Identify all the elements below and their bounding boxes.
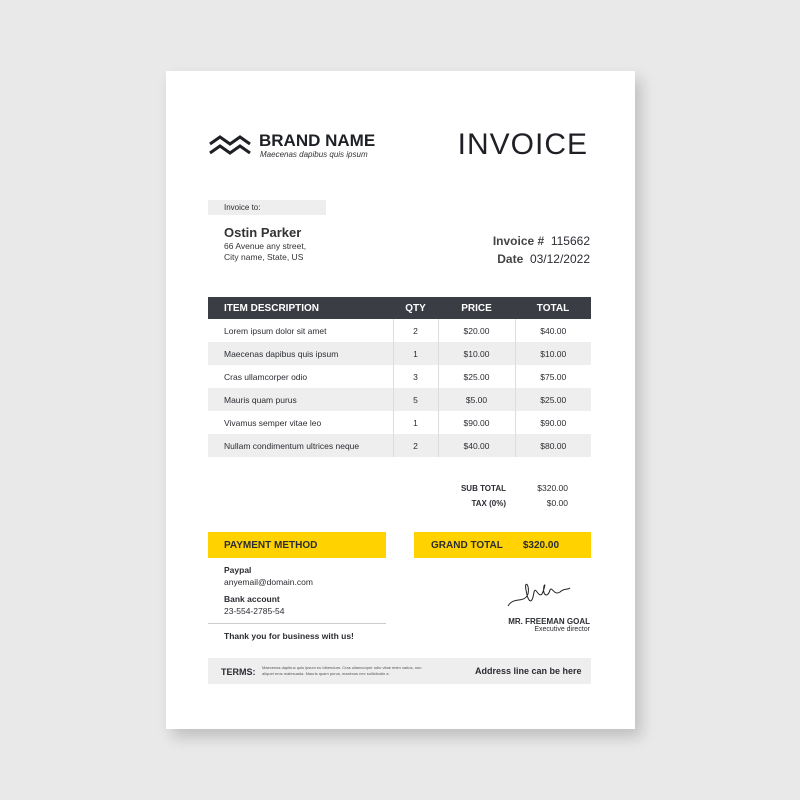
table-cell: 1	[393, 342, 438, 365]
items-table	[208, 297, 591, 457]
table-row	[208, 319, 591, 342]
address-line: 66 Avenue any street,	[224, 241, 307, 251]
table-row	[208, 411, 591, 434]
invoice-number: 115662	[550, 234, 590, 248]
table-cell: $80.00	[515, 434, 591, 457]
invoice-date: 03/12/2022	[529, 252, 590, 266]
terms-text: Maecenas dapibus quis ipsum eu bibendum. Cras ullamcorper odio vitae enim varius, non aliquet eros malesuada. Mauris quam purus, maximus nec sollicitudin a.	[262, 665, 422, 676]
table-cell: Nullam condimentum ultrices neque	[208, 434, 393, 457]
thank-you-note: Thank you for business with us!	[224, 631, 354, 641]
grand-total-bar	[414, 532, 591, 558]
column-header: PRICE	[438, 297, 515, 319]
table-row	[208, 388, 591, 411]
table-cell: Cras ullamcorper odio	[224, 371, 308, 382]
invoice-meta	[493, 232, 590, 268]
subtotals	[436, 481, 568, 511]
table-cell: $10.00	[438, 342, 515, 365]
address-line: City name, State, US	[224, 252, 304, 262]
invoice-to-label: Invoice to:	[208, 200, 326, 215]
divider	[208, 623, 386, 624]
table-cell: $90.00	[438, 411, 515, 434]
table-cell: 2	[393, 319, 438, 342]
table-cell: $10.00	[515, 342, 591, 365]
table-cell: 1	[393, 411, 438, 434]
bank-account-number: 23-554-2785-54	[224, 606, 285, 616]
tax-value: $0.00	[546, 498, 568, 508]
signatory-role: Executive director	[534, 626, 590, 633]
table-cell: $5.00	[438, 388, 515, 411]
client-address	[224, 241, 306, 263]
table-cell: 2	[393, 434, 438, 457]
table-cell: Maecenas dapibus quis ipsum	[208, 342, 393, 365]
table-cell: $40.00	[515, 319, 591, 342]
table-cell: Mauris quam purus	[208, 388, 393, 411]
tax-label: TAX (0%)	[471, 499, 506, 508]
page-title: INVOICE	[457, 128, 588, 161]
column-header: ITEM DESCRIPTION	[208, 297, 393, 319]
invoice-number-label: Invoice #	[492, 234, 545, 248]
table-cell: $40.00	[438, 434, 515, 457]
column-header: QTY	[393, 297, 438, 319]
subtotal-value: $320.00	[537, 483, 568, 493]
table-row	[208, 434, 591, 457]
table-cell: $25.00	[438, 365, 515, 388]
payment-method-1: Paypal	[224, 565, 252, 575]
subtotal-label: SUB TOTAL	[460, 484, 506, 493]
table-row	[208, 365, 591, 388]
grand-total-value: $320.00	[522, 540, 560, 551]
brand-tagline: Maecenas dapibus quis ipsum	[260, 150, 368, 159]
signature-icon	[504, 576, 574, 612]
payment-details	[224, 564, 313, 617]
brand-logo-icon	[208, 134, 252, 156]
signatory-name: MR. FREEMAN GOAL	[508, 617, 590, 626]
terms-label: TERMS:	[221, 667, 256, 677]
table-cell: $75.00	[515, 365, 591, 388]
table-cell: $20.00	[438, 319, 515, 342]
invoice-page	[166, 71, 635, 729]
brand-name: BRAND NAME	[259, 131, 376, 150]
column-header: TOTAL	[515, 297, 591, 319]
signatory	[508, 617, 590, 633]
footer-terms	[208, 658, 591, 684]
date-label: Date	[497, 252, 524, 266]
table-row	[208, 342, 591, 365]
footer-address: Address line can be here	[475, 666, 582, 676]
table-cell: Lorem ipsum dolor sit amet	[224, 325, 327, 336]
payment-method-header: PAYMENT METHOD	[208, 532, 386, 558]
table-cell: $90.00	[515, 411, 591, 434]
table-cell: $25.00	[515, 388, 591, 411]
table-cell: 5	[393, 388, 438, 411]
payment-email: anyemail@domain.com	[224, 577, 313, 587]
table-cell: 3	[393, 365, 438, 388]
client-name: Ostin Parker	[224, 225, 302, 240]
payment-method-2: Bank account	[224, 594, 280, 604]
grand-total-label: GRAND TOTAL	[431, 540, 503, 551]
table-cell: Vivamus semper vitae leo	[224, 417, 322, 428]
